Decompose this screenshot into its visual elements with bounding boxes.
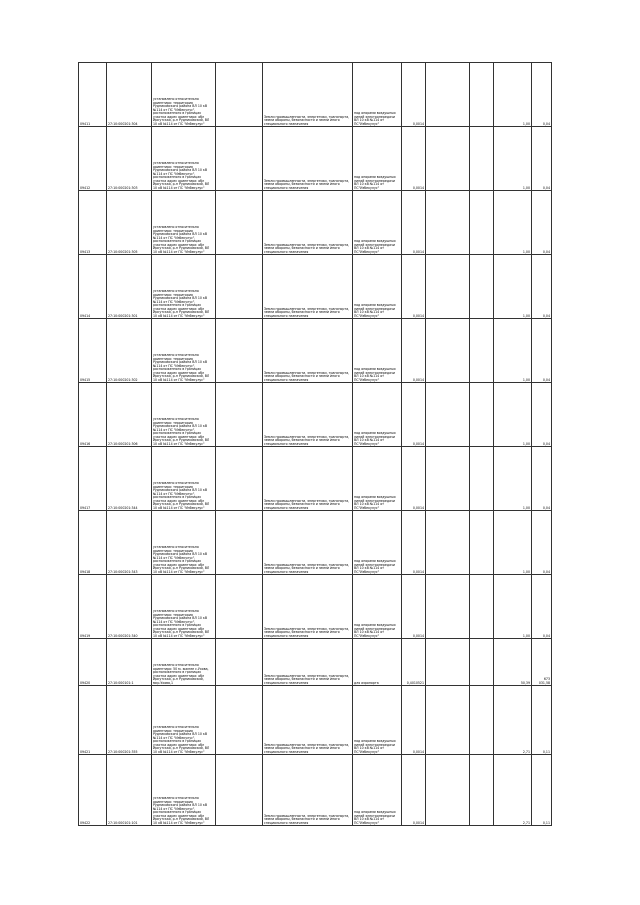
cadastral-number-cell: 27:10:000201:304 bbox=[107, 63, 152, 127]
land-category-cell: Земли промышленности, энергетики, транспорта, земли обороны, безопасности и земли иного специального назначения bbox=[263, 127, 353, 191]
cadastral-number-cell: 27:10:000201:306 bbox=[107, 383, 152, 447]
tax-amount-cell: 0,04 bbox=[532, 575, 552, 639]
table-row bbox=[79, 639, 552, 686]
location-description-cell: установлено относительно ориентира: территория Рудниковского района ВЛ 10 кВ №114 от ПС "Избекулус", расположенного в границах участка адрес ориентира: обл Иркутская, р-н Рудниковский, ВЛ 10 кВ №114 от ПС "Избекулус" bbox=[152, 63, 216, 127]
permitted-use-cell: под опорами воздушных линий электропередачи ВЛ 10 кВ №114 от ПС"Избекулус" bbox=[353, 127, 402, 191]
blank-cell bbox=[470, 511, 494, 575]
blank-cell bbox=[426, 63, 470, 127]
blank-cell bbox=[426, 319, 470, 383]
blank-cell bbox=[426, 255, 470, 319]
cadastral-number-cell: 27:10:000101:1 bbox=[107, 639, 152, 686]
blank-cell bbox=[470, 575, 494, 639]
cadastral-number-cell: 27:10:000201:302 bbox=[107, 319, 152, 383]
area-cell: 0,0014 bbox=[402, 447, 426, 511]
blank-cell bbox=[216, 63, 263, 127]
row-number-cell: 09419 bbox=[79, 575, 107, 639]
land-category-cell: Земли промышленности, энергетики, транспорта, земли обороны, безопасности и земли иного специального назначения bbox=[263, 383, 353, 447]
blank-cell bbox=[470, 686, 494, 755]
blank-cell bbox=[470, 191, 494, 255]
blank-cell bbox=[216, 447, 263, 511]
area-cell: 0,0014 bbox=[402, 255, 426, 319]
land-category-cell: Земли промышленности, энергетики, транспорта, земли обороны, безопасности и земли иного специального назначения bbox=[263, 319, 353, 383]
permitted-use-cell: для аэропорта bbox=[353, 639, 402, 686]
location-description-cell: установлено относительно ориентира: 50 м. южнее с.Ухова, расположенного в границах участка адрес ориентира: обл Иркутская, р-н Рудниковский, мкр.Ухова,1 bbox=[152, 639, 216, 686]
permitted-use-cell: под опорами воздушных линий электропередачи ВЛ 10 кВ №114 от ПС"Избекулус" bbox=[353, 511, 402, 575]
cadastral-number-cell: 27:10:000201:340 bbox=[107, 575, 152, 639]
row-number-cell: 09414 bbox=[79, 255, 107, 319]
area-cell: 0,0014 bbox=[402, 127, 426, 191]
land-category-cell: Земли промышленности, энергетики, транспорта, земли обороны, безопасности и земли иного специального назначения bbox=[263, 191, 353, 255]
row-number-cell: 09420 bbox=[79, 639, 107, 686]
cadastral-value-cell: 1,00 bbox=[494, 447, 532, 511]
table-row bbox=[79, 511, 552, 575]
permitted-use-cell: под опорами воздушных линий электропередачи ВЛ 10 кВ №114 от ПС"Избекулус" bbox=[353, 383, 402, 447]
area-cell: 0,0014 bbox=[402, 319, 426, 383]
blank-cell bbox=[426, 447, 470, 511]
location-description-cell: установлено относительно ориентира: территория Рудниковского района ВЛ 10 кВ №114 от ПС "Избекулус", расположенного в границах участка адрес ориентира: обл Иркутская, р-н Рудниковский, ВЛ 10 кВ №114 от ПС "Избекулус" bbox=[152, 575, 216, 639]
table-row bbox=[79, 447, 552, 511]
row-number-cell: 09416 bbox=[79, 383, 107, 447]
tax-amount-cell: 0,04 bbox=[532, 191, 552, 255]
blank-cell bbox=[470, 755, 494, 826]
tax-amount-cell: 0,04 bbox=[532, 255, 552, 319]
location-description-cell: установлено относительно ориентира: территория Рудниковского района ВЛ 10 кВ №114 от ПС "Избекулус", расположенного в границах участка адрес ориентира: обл Иркутская, р-н Рудниковский, ВЛ 10 кВ №114 от ПС "Избекулус" bbox=[152, 319, 216, 383]
table-row bbox=[79, 686, 552, 755]
table-row bbox=[79, 127, 552, 191]
tax-amount-cell: 0,04 bbox=[532, 127, 552, 191]
location-description-cell: установлено относительно ориентира: территория Рудниковского района ВЛ 10 кВ №114 от ПС "Избекулус", расположенного в границах участка адрес ориентира: обл Иркутская, р-н Рудниковский, ВЛ 10 кВ №114 от ПС "Избекулус" bbox=[152, 755, 216, 826]
row-number-cell: 09412 bbox=[79, 127, 107, 191]
blank-cell bbox=[470, 319, 494, 383]
cadastral-value-cell: 50,39 bbox=[494, 639, 532, 686]
blank-cell bbox=[470, 63, 494, 127]
cadastral-value-cell: 1,00 bbox=[494, 63, 532, 127]
table-body bbox=[79, 63, 552, 826]
blank-cell bbox=[216, 639, 263, 686]
cadastral-number-cell: 27:10:000201:305 bbox=[107, 191, 152, 255]
land-register-table bbox=[78, 62, 552, 826]
blank-cell bbox=[216, 319, 263, 383]
land-category-cell: Земли промышленности, энергетики, транспорта, земли обороны, безопасности и земли иного специального назначения bbox=[263, 755, 353, 826]
cadastral-number-cell: 27:10:000101:101 bbox=[107, 755, 152, 826]
land-category-cell: Земли промышленности, энергетики, транспорта, земли обороны, безопасности и земли иного специального назначения bbox=[263, 447, 353, 511]
table-row bbox=[79, 255, 552, 319]
tax-amount-cell: 673 031,58 bbox=[532, 639, 552, 686]
land-category-cell: Земли промышленности, энергетики, транспорта, земли обороны, безопасности и земли иного специального назначения bbox=[263, 511, 353, 575]
blank-cell bbox=[426, 686, 470, 755]
blank-cell bbox=[470, 383, 494, 447]
cadastral-value-cell: 1,00 bbox=[494, 191, 532, 255]
blank-cell bbox=[216, 511, 263, 575]
blank-cell bbox=[216, 575, 263, 639]
blank-cell bbox=[216, 686, 263, 755]
table-row bbox=[79, 63, 552, 127]
cadastral-value-cell: 1,00 bbox=[494, 511, 532, 575]
tax-amount-cell: 0,04 bbox=[532, 63, 552, 127]
blank-cell bbox=[426, 755, 470, 826]
area-cell: 0,0014 bbox=[402, 511, 426, 575]
permitted-use-cell: под опорами воздушных линий электропередачи ВЛ 10 кВ №114 от ПС"Избекулус" bbox=[353, 255, 402, 319]
permitted-use-cell: под опорами воздушных линий электропередачи ВЛ 10 кВ №114 от ПС"Избекулус" bbox=[353, 191, 402, 255]
cadastral-value-cell: 1,00 bbox=[494, 319, 532, 383]
permitted-use-cell: под опорами воздушных линий электропередачи ВЛ 10 кВ №114 от ПС"Избекулус" bbox=[353, 63, 402, 127]
permitted-use-cell: под опорами воздушных линий электропередачи ВЛ 10 кВ №114 от ПС"Избекулус" bbox=[353, 447, 402, 511]
area-cell: 0,0014 bbox=[402, 191, 426, 255]
area-cell: 0,0014 bbox=[402, 383, 426, 447]
row-number-cell: 09418 bbox=[79, 511, 107, 575]
land-category-cell: Земли промышленности, энергетики, транспорта, земли обороны, безопасности и земли иного специального назначения bbox=[263, 639, 353, 686]
cadastral-value-cell: 1,00 bbox=[494, 127, 532, 191]
table-row bbox=[79, 383, 552, 447]
land-category-cell: Земли промышленности, энергетики, транспорта, земли обороны, безопасности и земли иного специального назначения bbox=[263, 255, 353, 319]
location-description-cell: установлено относительно ориентира: территория Рудниковского района ВЛ 10 кВ №114 от ПС "Избекулус", расположенного в границах участка адрес ориентира: обл Иркутская, р-н Рудниковский, ВЛ 10 кВ №114 от ПС "Избекулус" bbox=[152, 511, 216, 575]
row-number-cell: 09422 bbox=[79, 755, 107, 826]
blank-cell bbox=[216, 191, 263, 255]
row-number-cell: 09417 bbox=[79, 447, 107, 511]
land-category-cell: Земли промышленности, энергетики, транспорта, земли обороны, безопасности и земли иного специального назначения bbox=[263, 63, 353, 127]
permitted-use-cell: под опорами воздушных линий электропередачи ВЛ 10 кВ №114 от ПС"Избекулус" bbox=[353, 755, 402, 826]
cadastral-value-cell: 2,71 bbox=[494, 755, 532, 826]
blank-cell bbox=[470, 127, 494, 191]
location-description-cell: установлено относительно ориентира: территория Рудниковского района ВЛ 10 кВ №114 от ПС "Избекулус", расположенного в границах участка адрес ориентира: обл Иркутская, р-н Рудниковский, ВЛ 10 кВ №114 от ПС "Избекулус" bbox=[152, 191, 216, 255]
tax-amount-cell: 0,04 bbox=[532, 511, 552, 575]
table-row bbox=[79, 191, 552, 255]
cadastral-value-cell: 1,00 bbox=[494, 575, 532, 639]
tax-amount-cell: 0,11 bbox=[532, 686, 552, 755]
area-cell: 0,0014 bbox=[402, 63, 426, 127]
cadastral-value-cell: 1,00 bbox=[494, 255, 532, 319]
blank-cell bbox=[216, 383, 263, 447]
row-number-cell: 09415 bbox=[79, 319, 107, 383]
cadastral-number-cell: 27:10:000201:303 bbox=[107, 127, 152, 191]
location-description-cell: установлено относительно ориентира: территория Рудниковского района ВЛ 10 кВ №114 от ПС "Избекулус", расположенного в границах участка адрес ориентира: обл Иркутская, р-н Рудниковский, ВЛ 10 кВ №114 от ПС "Избекулус" bbox=[152, 447, 216, 511]
table-row bbox=[79, 575, 552, 639]
tax-amount-cell: 0,04 bbox=[532, 319, 552, 383]
blank-cell bbox=[216, 127, 263, 191]
table-row bbox=[79, 755, 552, 826]
blank-cell bbox=[470, 447, 494, 511]
row-number-cell: 09421 bbox=[79, 686, 107, 755]
area-cell: 0,0014 bbox=[402, 755, 426, 826]
blank-cell bbox=[470, 639, 494, 686]
cadastral-number-cell: 27:10:000201:344 bbox=[107, 447, 152, 511]
tax-amount-cell: 0,11 bbox=[532, 755, 552, 826]
blank-cell bbox=[426, 639, 470, 686]
area-cell: 0,0014 bbox=[402, 686, 426, 755]
cadastral-value-cell: 2,71 bbox=[494, 686, 532, 755]
blank-cell bbox=[426, 191, 470, 255]
location-description-cell: установлено относительно ориентира: территория Рудниковского района ВЛ 10 кВ №114 от ПС "Избекулус", расположенного в границах участка адрес ориентира: обл Иркутская, р-н Рудниковский, ВЛ 10 кВ №114 от ПС "Избекулус" bbox=[152, 127, 216, 191]
cadastral-number-cell: 27:10:000201:301 bbox=[107, 255, 152, 319]
land-category-cell: Земли промышленности, энергетики, транспорта, земли обороны, безопасности и земли иного специального назначения bbox=[263, 575, 353, 639]
location-description-cell: установлено относительно ориентира: территория Рудниковского района ВЛ 10 кВ №114 от ПС "Избекулус", расположенного в границах участка адрес ориентира: обл Иркутская, р-н Рудниковский, ВЛ 10 кВ №114 от ПС "Избекулус" bbox=[152, 383, 216, 447]
permitted-use-cell: под опорами воздушных линий электропередачи ВЛ 10 кВ №114 от ПС"Избекулус" bbox=[353, 319, 402, 383]
blank-cell bbox=[426, 127, 470, 191]
blank-cell bbox=[470, 255, 494, 319]
cadastral-number-cell: 27:10:000201:355 bbox=[107, 686, 152, 755]
blank-cell bbox=[426, 511, 470, 575]
blank-cell bbox=[426, 383, 470, 447]
blank-cell bbox=[216, 255, 263, 319]
location-description-cell: установлено относительно ориентира: территория Рудниковского района ВЛ 10 кВ №114 от ПС "Избекулус", расположенного в границах участка адрес ориентира: обл Иркутская, р-н Рудниковский, ВЛ 10 кВ №114 от ПС "Избекулус" bbox=[152, 255, 216, 319]
location-description-cell: установлено относительно ориентира: территория Рудниковского района ВЛ 10 кВ №114 от ПС "Избекулус", расположенного в границах участка адрес ориентира: обл Иркутская, р-н Рудниковский, ВЛ 10 кВ №114 от ПС "Избекулус" bbox=[152, 686, 216, 755]
cadastral-value-cell: 1,00 bbox=[494, 383, 532, 447]
permitted-use-cell: под опорами воздушных линий электропередачи ВЛ 10 кВ №114 от ПС"Избекулус" bbox=[353, 686, 402, 755]
row-number-cell: 09411 bbox=[79, 63, 107, 127]
area-cell: 0,0014 bbox=[402, 575, 426, 639]
table-row bbox=[79, 319, 552, 383]
blank-cell bbox=[426, 575, 470, 639]
tax-amount-cell: 0,04 bbox=[532, 383, 552, 447]
row-number-cell: 09413 bbox=[79, 191, 107, 255]
land-category-cell: Земли промышленности, энергетики, транспорта, земли обороны, безопасности и земли иного специального назначения bbox=[263, 686, 353, 755]
permitted-use-cell: под опорами воздушных линий электропередачи ВЛ 10 кВ №114 от ПС"Избекулус" bbox=[353, 575, 402, 639]
area-cell: 0,4010521 bbox=[402, 639, 426, 686]
tax-amount-cell: 0,04 bbox=[532, 447, 552, 511]
blank-cell bbox=[216, 755, 263, 826]
land-register-sheet bbox=[78, 62, 551, 834]
cadastral-number-cell: 27:10:000201:343 bbox=[107, 511, 152, 575]
